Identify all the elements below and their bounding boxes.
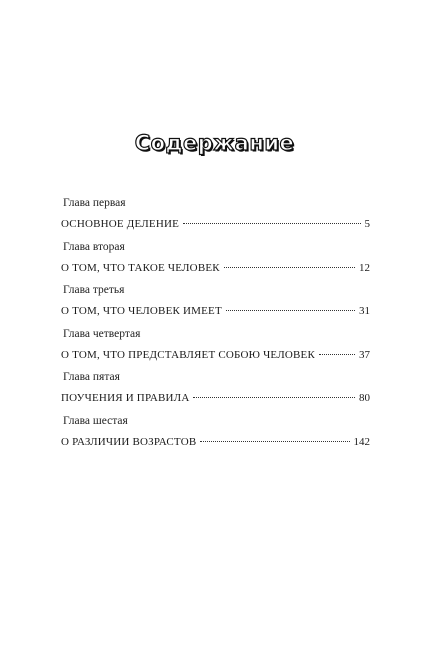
chapter-row bbox=[61, 215, 370, 231]
page-number: 12 bbox=[359, 261, 370, 274]
chapter-label: Глава шестая bbox=[63, 414, 128, 427]
table-of-contents bbox=[61, 196, 370, 457]
dot-leader bbox=[319, 343, 355, 355]
chapter-row bbox=[61, 302, 370, 318]
page-number: 37 bbox=[359, 348, 370, 361]
chapter-label: Глава третья bbox=[63, 284, 125, 296]
toc-entry-2[interactable] bbox=[61, 240, 370, 284]
page-title: Содержание bbox=[134, 131, 295, 155]
chapter-label: Глава вторая bbox=[63, 240, 125, 253]
chapter-title: О ТОМ, ЧТО ТАКОЕ ЧЕЛОВЕК bbox=[61, 261, 220, 274]
chapter-label: Глава пятая bbox=[63, 371, 120, 383]
chapter-row bbox=[61, 346, 370, 362]
chapter-title: О ТОМ, ЧТО ПРЕДСТАВЛЯЕТ СОБОЮ ЧЕЛОВЕК bbox=[61, 348, 315, 361]
toc-entry-5[interactable] bbox=[61, 370, 370, 414]
toc-entry-1[interactable] bbox=[61, 196, 370, 240]
page-number: 80 bbox=[359, 392, 370, 404]
dot-leader bbox=[183, 212, 360, 224]
chapter-row bbox=[61, 433, 370, 449]
page-number: 5 bbox=[364, 218, 370, 230]
toc-entry-6[interactable] bbox=[61, 414, 370, 458]
dot-leader bbox=[226, 299, 355, 311]
toc-entry-3[interactable] bbox=[61, 283, 370, 327]
dot-leader bbox=[200, 430, 349, 442]
chapter-label: Глава первая bbox=[63, 197, 126, 209]
chapter-title: О РАЗЛИЧИИ ВОЗРАСТОВ bbox=[61, 435, 197, 448]
chapter-row bbox=[61, 259, 370, 275]
page-number: 142 bbox=[353, 435, 370, 448]
toc-entry-4[interactable] bbox=[61, 327, 370, 371]
chapter-title: О ТОМ, ЧТО ЧЕЛОВЕК ИМЕЕТ bbox=[61, 305, 222, 317]
dot-leader bbox=[224, 256, 355, 268]
dot-leader bbox=[193, 386, 355, 398]
chapter-row bbox=[61, 389, 370, 405]
page-number: 31 bbox=[359, 305, 370, 317]
chapter-title: ПОУЧЕНИЯ И ПРАВИЛА bbox=[61, 392, 190, 404]
chapter-label: Глава четвертая bbox=[63, 327, 141, 340]
chapter-title: ОСНОВНОЕ ДЕЛЕНИЕ bbox=[61, 218, 180, 230]
